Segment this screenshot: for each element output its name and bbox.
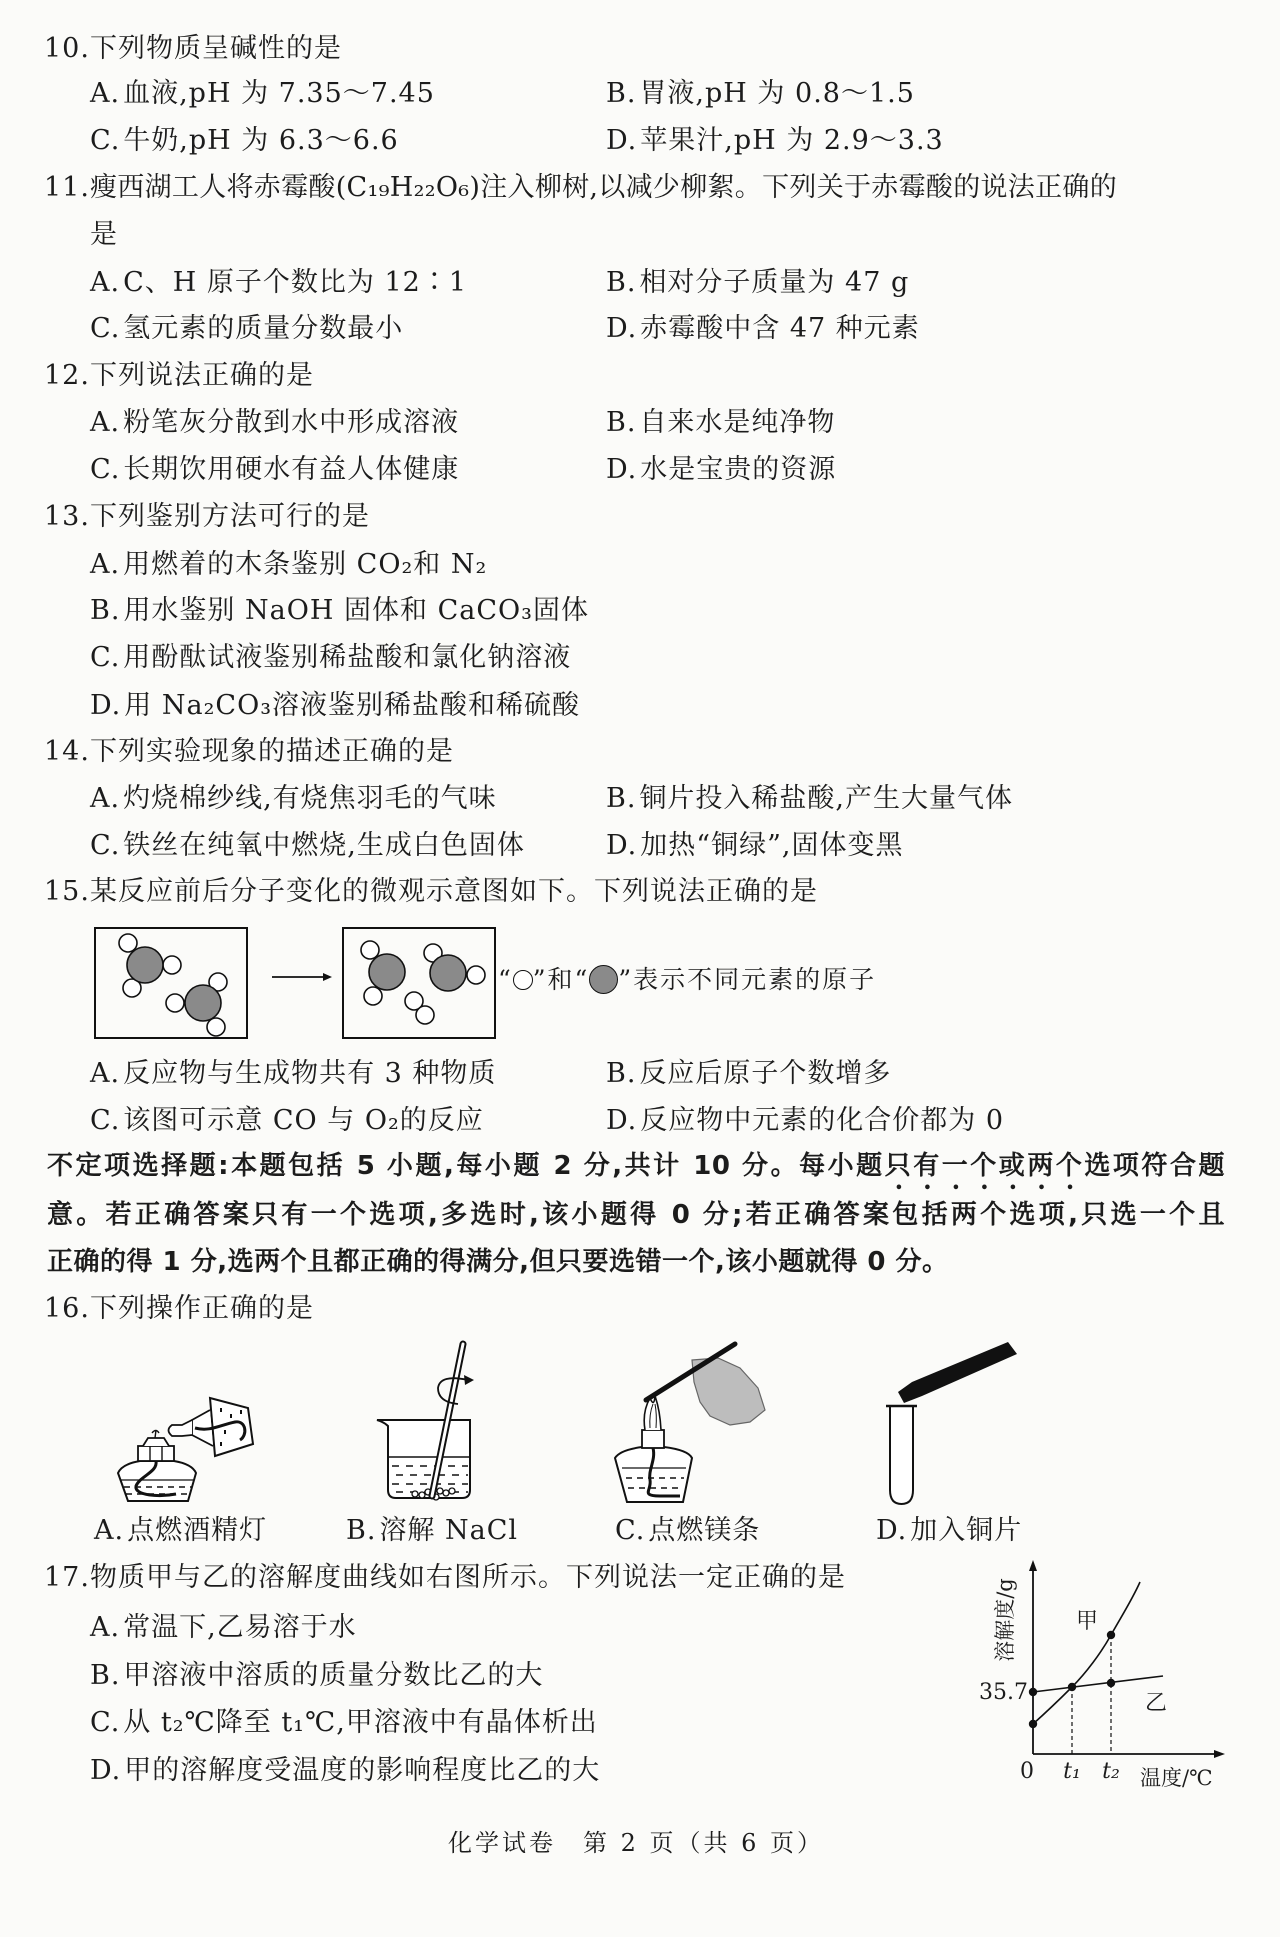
q16-option-c [615, 1514, 760, 1548]
q10-option-c [90, 124, 399, 158]
solubility-curve-chart [960, 1555, 1250, 1795]
q10-stem-line [0, 32, 1280, 66]
q14-option-d [606, 829, 903, 863]
option-label: A. [90, 407, 121, 438]
reactants-box [95, 928, 247, 1038]
option-label: A. [94, 1515, 125, 1546]
reactant-molecule [119, 934, 181, 997]
option-text: 反应物中元素的化合价都为 0 [640, 1105, 1005, 1136]
option-label: D. [606, 125, 638, 156]
option-text: 苹果汁,pH 为 2.9～3.3 [640, 125, 944, 156]
q13-option-b-row [0, 594, 1280, 628]
q12-option-d [606, 453, 836, 487]
question-number: 11. [44, 172, 90, 203]
question-stem: 下列实验现象的描述正确的是 [90, 736, 454, 767]
option-label: C. [615, 1515, 646, 1546]
series-label-yi: 乙 [1144, 1691, 1168, 1716]
option-text: 加热“铜绿”,固体变黑 [640, 830, 904, 861]
option-text: 加入铜片 [910, 1515, 1023, 1546]
q13-option-b [90, 594, 589, 628]
option-label: D. [876, 1515, 908, 1546]
option-text: C、H 原子个数比为 12∶1 [123, 267, 467, 298]
legend-quote: “ [498, 965, 513, 994]
q14-options-row [0, 782, 1280, 816]
q11-option-a [90, 266, 467, 300]
q14-option-c [90, 829, 525, 863]
q15-options-row [0, 1104, 1280, 1138]
q11-option-b [606, 266, 909, 300]
y-axis-label: 溶解度/g [993, 1578, 1017, 1662]
x-tick-label-t1: t₁ [1063, 1759, 1081, 1784]
option-text: 甲溶液中溶质的质量分数比乙的大 [123, 1660, 544, 1691]
option-text: 点燃镁条 [648, 1515, 761, 1546]
option-label: D. [90, 1755, 122, 1786]
leftover-diatomic-molecule [405, 992, 434, 1024]
question-number: 17. [44, 1562, 90, 1593]
q10-options-row [0, 124, 1280, 158]
question-number: 16. [44, 1293, 90, 1324]
section-instructions-line-1 [47, 1148, 1225, 1184]
q13-stem-line [0, 500, 1280, 534]
product-molecule [424, 944, 485, 991]
q12-options-row [0, 453, 1280, 487]
q16-option-d [876, 1514, 1022, 1548]
x-axis-label: 温度/℃ [1140, 1766, 1213, 1790]
molecular-reaction-diagram [80, 915, 500, 1050]
q11-options-row [0, 266, 1280, 300]
option-text: 常温下,乙易溶于水 [123, 1612, 357, 1643]
q13-option-a [90, 548, 487, 582]
white-atom-icon [513, 970, 533, 990]
question-number: 14. [44, 736, 90, 767]
q16-option-a [94, 1514, 267, 1548]
reaction-arrow-icon [272, 973, 332, 981]
q17-option-d [90, 1754, 600, 1788]
reactant-molecule [166, 973, 227, 1036]
x-axis [1033, 1750, 1225, 1758]
option-label: B. [606, 1058, 637, 1089]
q12-stem-line [0, 359, 1280, 393]
option-label: B. [606, 783, 637, 814]
beaker-stirring-illustration [360, 1330, 500, 1510]
section-instructions-line-2: 意。若正确答案只有一个选项,多选时,该小题得 0 分;若正确答案包括两个选项,只选一个且 [47, 1200, 1225, 1230]
option-text: 铁丝在纯氧中燃烧,生成白色固体 [123, 830, 525, 861]
q13-option-c [90, 641, 571, 675]
option-label: B. [606, 78, 637, 109]
option-label: D. [606, 1105, 638, 1136]
option-text: 胃液,pH 为 0.8～1.5 [639, 78, 915, 109]
option-label: B. [346, 1515, 377, 1546]
option-text: 该图可示意 CO 与 O₂的反应 [123, 1105, 484, 1136]
q10-option-d [606, 124, 944, 158]
q17-option-a [90, 1611, 357, 1645]
option-text: 粉笔灰分散到水中形成溶液 [123, 407, 460, 438]
series-label-jia: 甲 [1075, 1609, 1099, 1634]
legend-connector: ”和“ [532, 965, 590, 994]
option-text: 灼烧棉纱线,有烧焦羽毛的气味 [123, 783, 497, 814]
option-text: 水是宝贵的资源 [640, 454, 837, 485]
instructions-text: 选项符合题 [1084, 1151, 1225, 1181]
q15-options-row [0, 1057, 1280, 1091]
option-label: D. [606, 313, 638, 344]
option-text: 从 t₂℃降至 t₁℃,甲溶液中有晶体析出 [123, 1707, 598, 1738]
x-tick-label-t2: t₂ [1102, 1759, 1120, 1784]
q11-option-c [90, 312, 403, 346]
option-label: C. [90, 454, 121, 485]
lighting-alcohol-lamp-illustration [100, 1380, 280, 1505]
q15-option-b [606, 1057, 891, 1091]
option-text: 氢元素的质量分数最小 [123, 313, 404, 344]
option-text: 用 Na₂CO₃溶液鉴别稀盐酸和稀硫酸 [124, 690, 581, 721]
q12-option-b [606, 406, 835, 440]
magnesium-strip-illustration [600, 1330, 800, 1510]
q16-stem-line [0, 1292, 1280, 1326]
question-stem: 瘦西湖工人将赤霉酸(C₁₉H₂₂O₆)注入柳树,以减少柳絮。下列关于赤霉酸的说法正确的 [90, 172, 1118, 203]
question-stem-continued: 是 [90, 219, 118, 250]
option-label: D. [90, 690, 122, 721]
option-label: C. [90, 125, 121, 156]
question-stem: 物质甲与乙的溶解度曲线如右图所示。下列说法一定正确的是 [90, 1562, 846, 1593]
q12-option-c [90, 453, 459, 487]
q11-option-d [606, 312, 920, 346]
question-stem: 下列操作正确的是 [90, 1293, 314, 1324]
option-label: C. [90, 1105, 121, 1136]
question-number: 10. [44, 33, 90, 64]
option-label: A. [90, 549, 121, 580]
instructions-text: 不定项选择题:本题包括 5 小题,每小题 2 分,共计 10 分。每小题 [47, 1151, 885, 1181]
option-label: A. [90, 1612, 121, 1643]
products-box [343, 928, 495, 1038]
question-stem: 某反应前后分子变化的微观示意图如下。下列说法正确的是 [90, 876, 818, 907]
option-label: A. [90, 267, 121, 298]
legend-description: ”表示不同元素的原子 [618, 965, 877, 994]
option-text: 用酚酞试液鉴别稀盐酸和氯化钠溶液 [123, 642, 572, 673]
option-text: 用水鉴别 NaOH 固体和 CaCO₃固体 [123, 595, 589, 626]
emphasized-text: 只有一个或两个 [884, 1151, 1085, 1181]
option-label: A. [90, 78, 121, 109]
q13-option-c-row [0, 641, 1280, 675]
q15-stem-line [0, 875, 1280, 909]
q15-option-d [606, 1104, 1004, 1138]
q13-option-d-row [0, 689, 1280, 723]
option-label: B. [90, 595, 121, 626]
question-stem: 下列物质呈碱性的是 [90, 33, 342, 64]
dark-atom-icon [589, 965, 618, 994]
q15-option-c [90, 1104, 484, 1138]
option-label: D. [606, 454, 638, 485]
option-text: 相对分子质量为 47 g [639, 267, 910, 298]
option-text: 点燃酒精灯 [127, 1515, 268, 1546]
test-tube-tweezers-illustration [860, 1330, 1040, 1510]
q13-option-a-row [0, 548, 1280, 582]
option-text: 反应后原子个数增多 [639, 1058, 892, 1089]
q14-options-row [0, 829, 1280, 863]
option-text: 自来水是纯净物 [639, 407, 836, 438]
option-label: A. [90, 783, 121, 814]
question-stem: 下列鉴别方法可行的是 [90, 501, 370, 532]
q12-option-a [90, 406, 459, 440]
q16-option-labels-row [0, 1514, 1280, 1548]
data-points [1029, 1631, 1115, 1728]
question-number: 13. [44, 501, 90, 532]
option-text: 甲的溶解度受温度的影响程度比乙的大 [124, 1755, 601, 1786]
question-stem: 下列说法正确的是 [90, 360, 314, 391]
question-number: 12. [44, 360, 90, 391]
option-label: C. [90, 642, 121, 673]
option-label: B. [606, 407, 637, 438]
option-text: 溶解 NaCl [379, 1515, 519, 1546]
q10-option-a [90, 77, 435, 111]
q15-option-a [90, 1057, 496, 1091]
q10-options-row [0, 77, 1280, 111]
option-label: B. [606, 267, 637, 298]
option-label: D. [606, 830, 638, 861]
q10-option-b [606, 77, 915, 111]
option-label: C. [90, 313, 121, 344]
option-label: B. [90, 1660, 121, 1691]
q14-stem-line [0, 735, 1280, 769]
series-yi-line [1033, 1676, 1163, 1692]
section-instructions-line-3: 正确的得 1 分,选两个且都正确的得满分,但只要选错一个,该小题就得 0 分。 [47, 1247, 949, 1277]
option-text: 长期饮用硬水有益人体健康 [123, 454, 460, 485]
question-number: 15. [44, 876, 90, 907]
option-text: 血液,pH 为 7.35～7.45 [123, 78, 435, 109]
q14-option-b [606, 782, 1013, 816]
atom-legend [498, 963, 876, 997]
q17-option-b [90, 1659, 543, 1693]
option-label: C. [90, 1707, 121, 1738]
q13-option-d [90, 689, 580, 723]
option-text: 赤霉酸中含 47 种元素 [640, 313, 920, 344]
q11-options-row [0, 312, 1280, 346]
option-label: A. [90, 1058, 121, 1089]
product-molecule [361, 941, 405, 1005]
option-text: 牛奶,pH 为 6.3～6.6 [123, 125, 399, 156]
origin-label: 0 [1020, 1759, 1034, 1784]
series-jia-curve [1033, 1582, 1140, 1724]
page-footer: 化学试卷 第 2 页（共 6 页） [448, 1829, 825, 1857]
q11-stem-line [0, 171, 1280, 205]
y-tick-label: 35.7 [979, 1680, 1028, 1705]
q17-option-c [90, 1706, 598, 1740]
option-text: 反应物与生成物共有 3 种物质 [123, 1058, 497, 1089]
q11-stem-line-2 [0, 218, 1280, 252]
option-text: 铜片投入稀盐酸,产生大量气体 [639, 783, 1014, 814]
q14-option-a [90, 782, 497, 816]
q12-options-row [0, 406, 1280, 440]
q16-option-b [346, 1514, 518, 1548]
option-label: C. [90, 830, 121, 861]
option-text: 用燃着的木条鉴别 CO₂和 N₂ [123, 549, 488, 580]
